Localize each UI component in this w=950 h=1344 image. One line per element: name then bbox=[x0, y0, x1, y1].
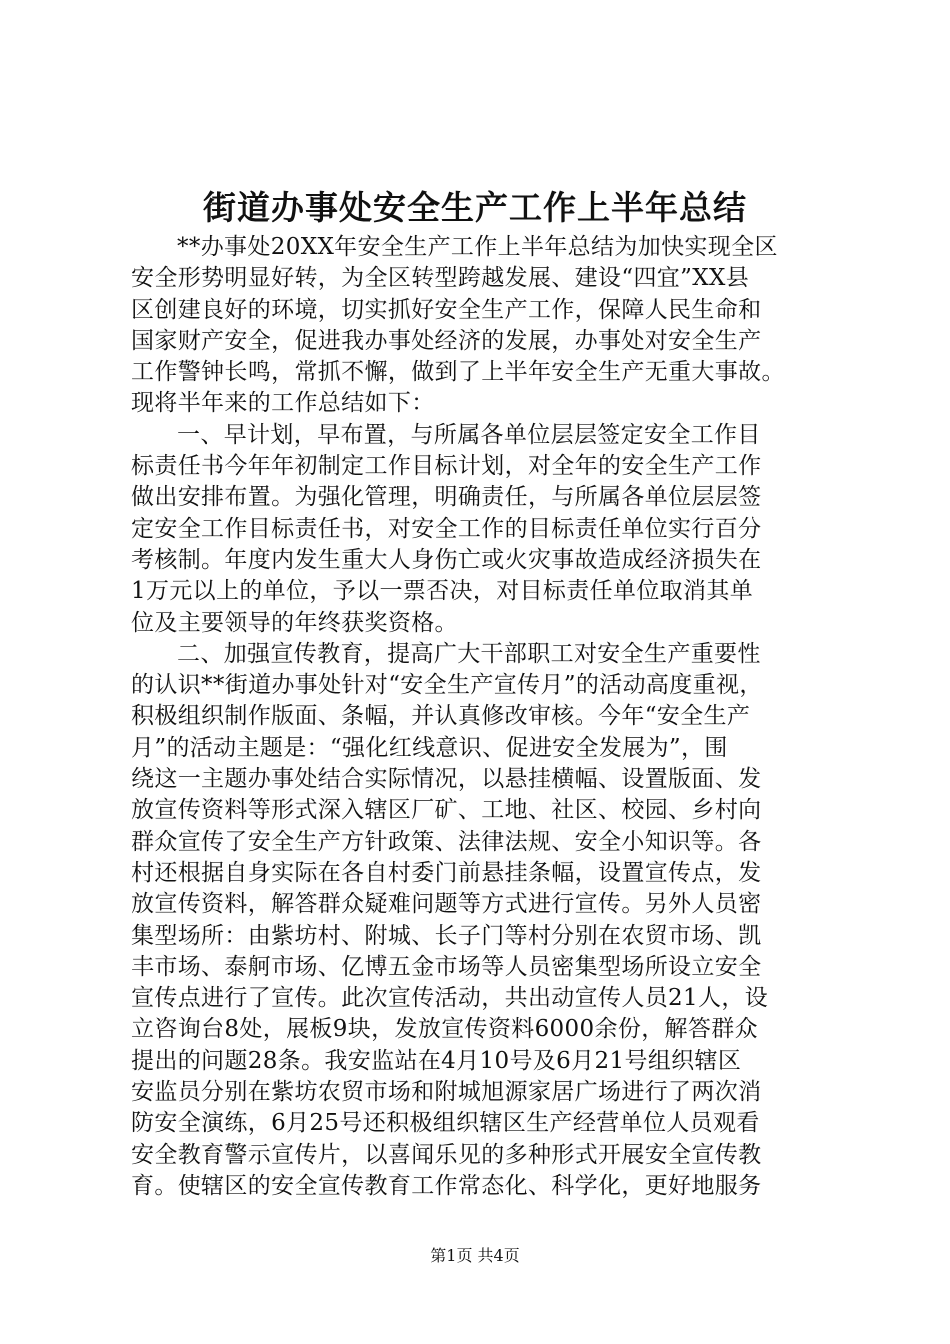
body-line: 月”的活动主题是：“强化红线意识、促进安全发展为”，围 bbox=[131, 734, 728, 761]
body-line: 二、加强宣传教育，提高广大干部职工对安全生产重要性 bbox=[177, 640, 761, 667]
page-indicator: 第1页 共4页 bbox=[430, 1246, 520, 1265]
document-body bbox=[131, 232, 831, 1202]
body-line: 群众宣传了安全生产方针政策、法律法规、安全小知识等。各 bbox=[131, 828, 762, 855]
body-line: 定安全工作目标责任书，对安全工作的目标责任单位实行百分 bbox=[131, 515, 762, 542]
body-line: 丰市场、泰舸市场、亿博五金市场等人员密集型场所设立安全 bbox=[131, 953, 762, 980]
body-line: 防安全演练，6月25号还积极组织辖区生产经营单位人员观看 bbox=[131, 1110, 760, 1137]
body-line: 位及主要领导的年终获奖资格。 bbox=[131, 609, 458, 636]
body-line: 标责任书今年年初制定工作目标计划，对全年的安全生产工作 bbox=[131, 453, 762, 480]
body-line: 国家财产安全，促进我办事处经济的发展，办事处对安全生产 bbox=[131, 327, 762, 354]
body-line: 安全教育警示宣传片，以喜闻乐见的多种形式开展安全宣传教 bbox=[131, 1141, 762, 1168]
body-line: 现将半年来的工作总结如下： bbox=[131, 390, 435, 417]
body-line: 绕这一主题办事处结合实际情况，以悬挂横幅、设置版面、发 bbox=[131, 766, 762, 793]
body-line: 集型场所：由紫坊村、附城、长子门等村分别在农贸市场、凯 bbox=[131, 922, 762, 949]
body-line: 积极组织制作版面、条幅，并认真修改审核。今年“安全生产 bbox=[131, 703, 751, 730]
body-line: **办事处20XX年安全生产工作上半年总结为加快实现全区 bbox=[177, 234, 778, 260]
body-line: 1万元以上的单位，予以一票否决，对目标责任单位取消其单 bbox=[131, 578, 754, 605]
body-line: 的认识**街道办事处针对“安全生产宣传月”的活动高度重视， bbox=[131, 672, 763, 699]
body-line: 工作警钟长鸣，常抓不懈，做到了上半年安全生产无重大事故。 bbox=[131, 359, 785, 386]
body-line: 一、早计划，早布置，与所属各单位层层签定安全工作目 bbox=[177, 421, 761, 448]
body-line: 安全形势明显好转，为全区转型跨越发展、建设“四宜”XX县 bbox=[131, 265, 750, 292]
body-line: 放宣传资料等形式深入辖区厂矿、工地、社区、校园、乡村向 bbox=[131, 797, 762, 824]
body-line: 考核制。年度内发生重大人身伤亡或火灾事故造成经济损失在 bbox=[131, 546, 762, 573]
body-line: 宣传点进行了宣传。此次宣传活动，共出动宣传人员21人，设 bbox=[131, 985, 769, 1012]
body-line: 做出安排布置。为强化管理，明确责任，与所属各单位层层签 bbox=[131, 484, 762, 511]
body-line: 放宣传资料，解答群众疑难问题等方式进行宣传。另外人员密 bbox=[131, 891, 762, 918]
body-line: 区创建良好的环境，切实抓好安全生产工作，保障人民生命和 bbox=[131, 296, 762, 323]
body-line: 村还根据自身实际在各自村委门前悬挂条幅，设置宣传点，发 bbox=[131, 859, 762, 886]
body-line: 育。使辖区的安全宣传教育工作常态化、科学化，更好地服务 bbox=[131, 1172, 762, 1199]
document-title: 街道办事处安全生产工作上半年总结 bbox=[203, 188, 747, 227]
body-line: 提出的问题28条。我安监站在4月10号及6月21号组织辖区 bbox=[131, 1047, 742, 1074]
body-line: 安监员分别在紫坊农贸市场和附城旭源家居广场进行了两次消 bbox=[131, 1079, 762, 1106]
page-footer bbox=[0, 1244, 950, 1268]
body-line: 立咨询台8处，展板9块，发放宣传资料6000余份，解答群众 bbox=[131, 1016, 758, 1043]
